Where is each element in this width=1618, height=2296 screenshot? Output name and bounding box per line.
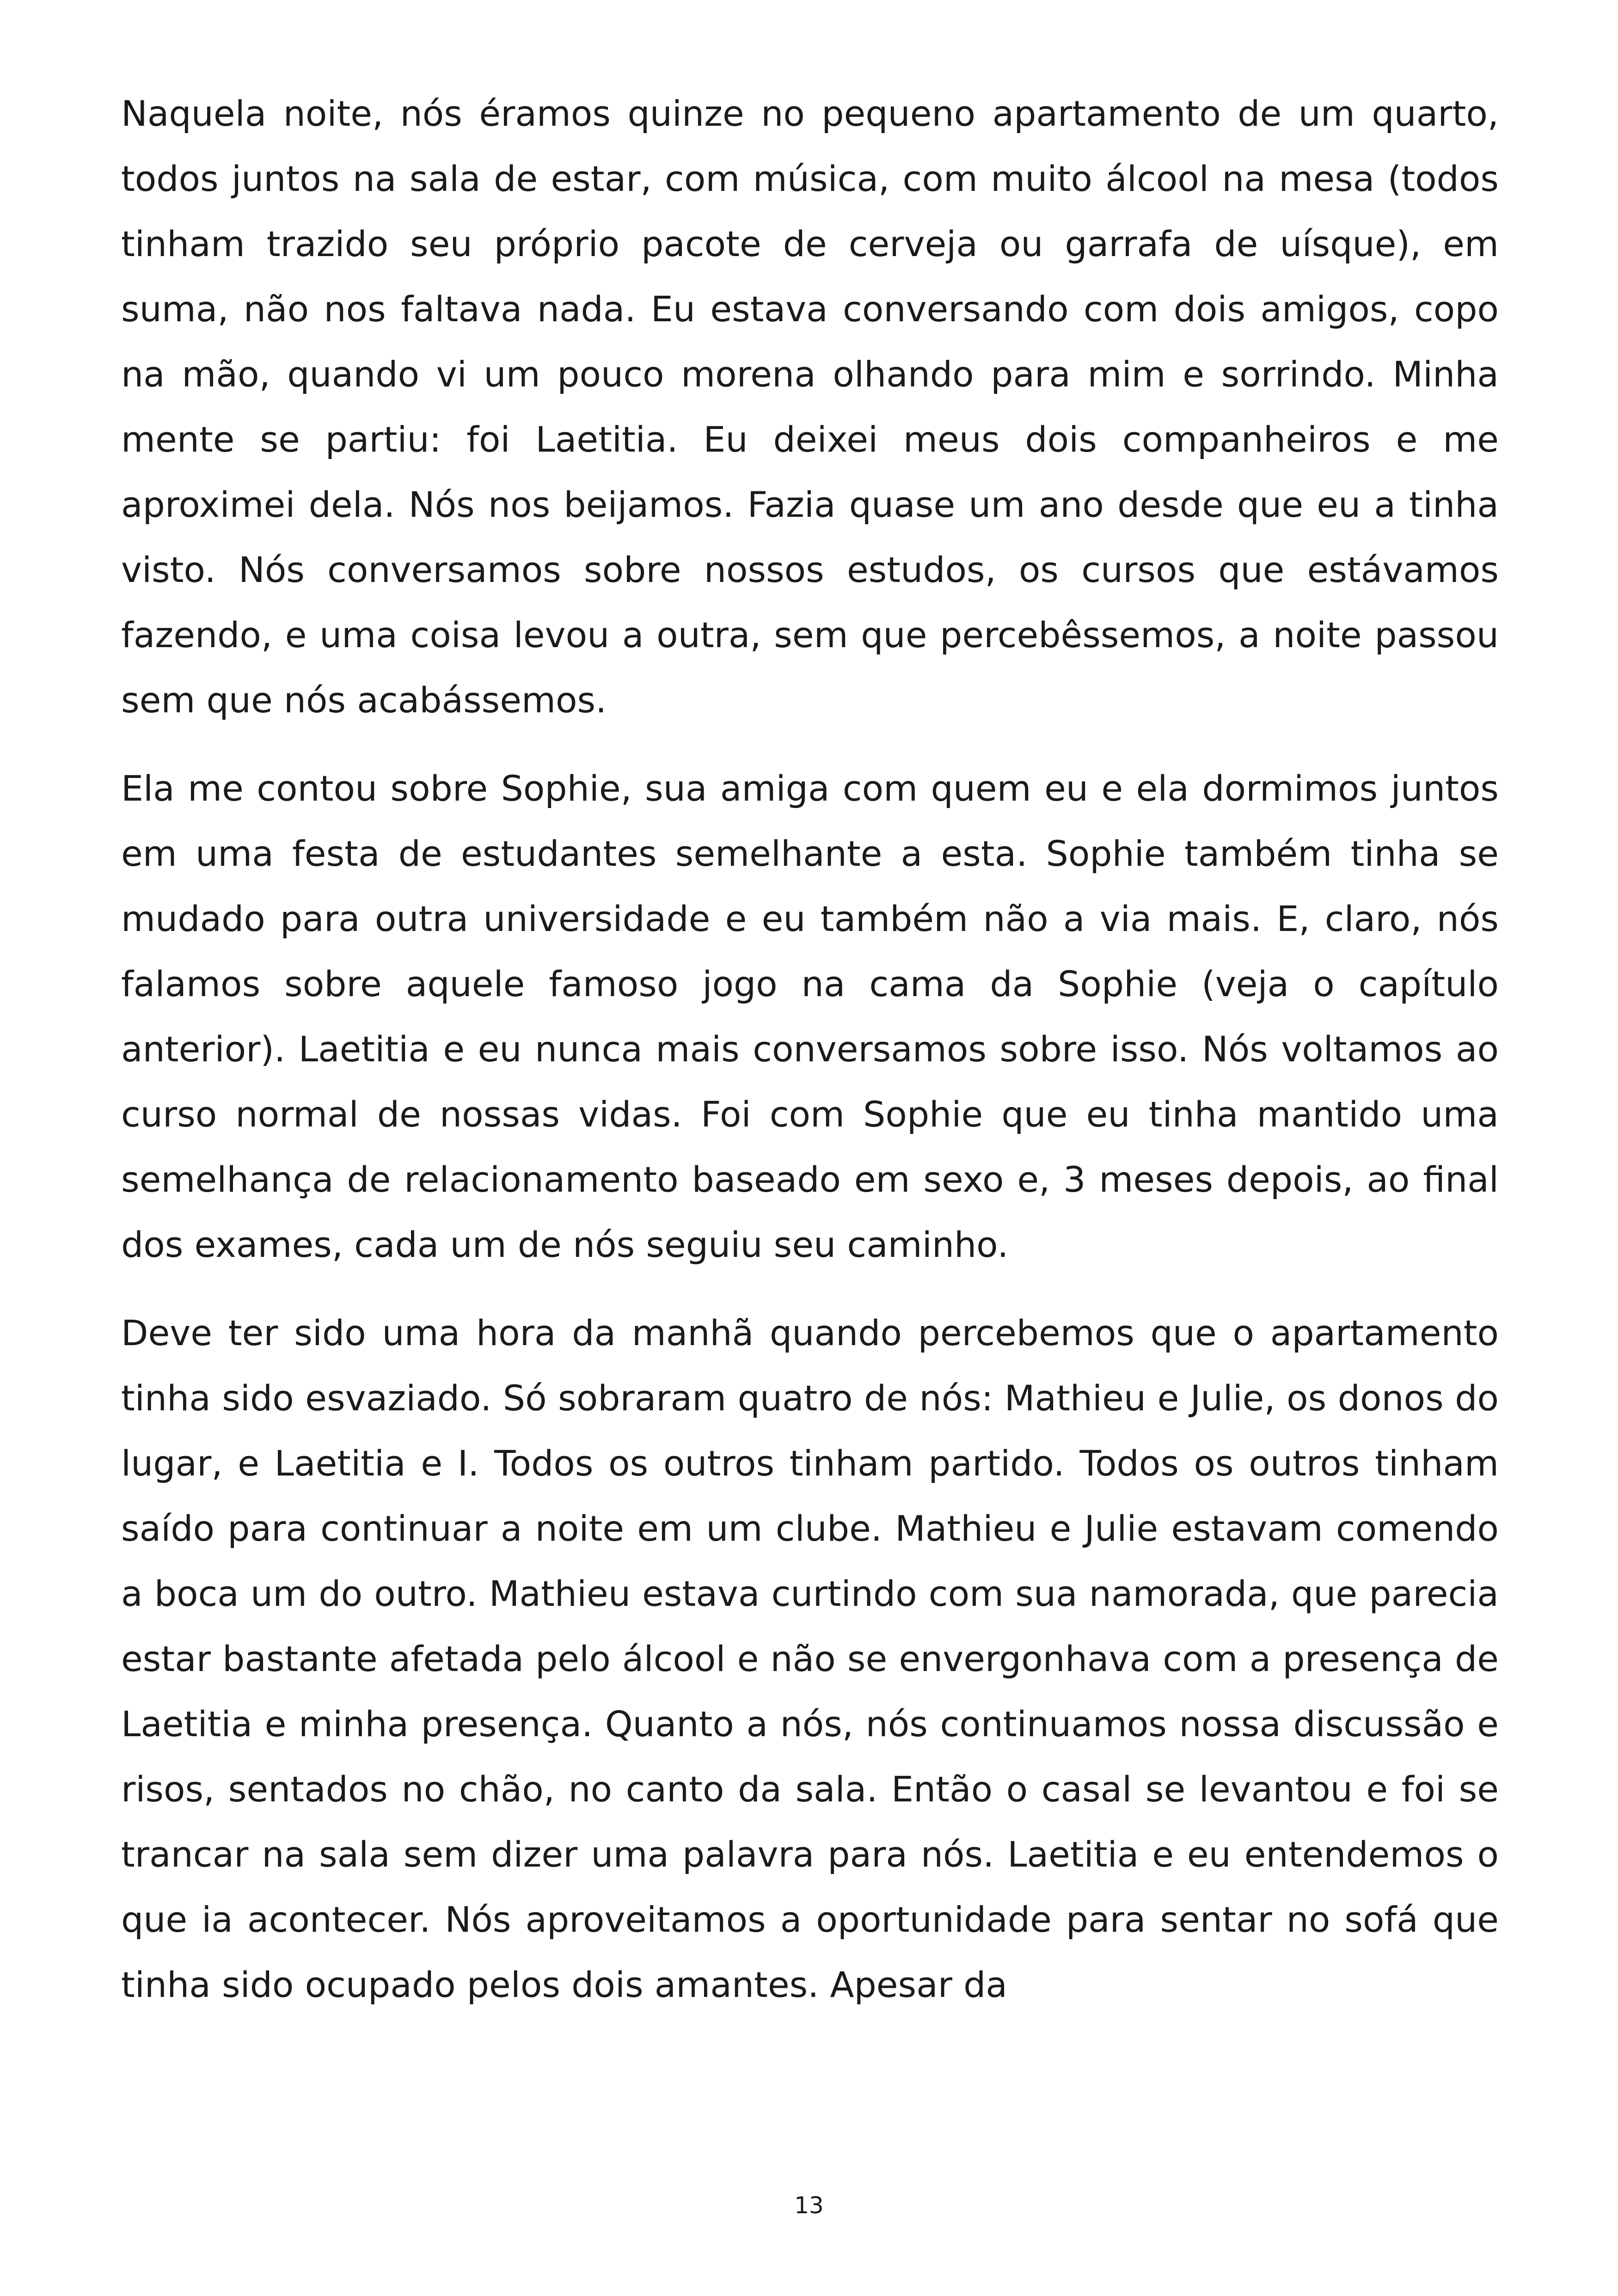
paragraph-1: Naquela noite, nós éramos quinze no pequeno apartamento de um quarto, todos juntos na sala de estar, com música, com muito álcool na mesa (todos tinham trazido seu próprio pacote de cerveja ou garrafa de uísque), em suma, não nos faltava nada. Eu estava conversando com dois amigos, copo na mão, quando vi um pouco morena olhando para mim e sorrindo. Minha mente se partiu: foi Laetitia. Eu deixei meus dois companheiros e me aproximei dela. Nós nos beijamos. Fazia quase um ano desde que eu a tinha visto. Nós conversamos sobre nossos estudos, os cursos que estávamos fazendo, e uma coisa levou a outra, sem que percebêssemos, a noite passou sem que nós acabássemos. (121, 93, 1499, 721)
paragraph-3: Deve ter sido uma hora da manhã quando percebemos que o apartamento tinha sido esvaziado. Só sobraram quatro de nós: Mathieu e Julie, os donos do lugar, e Laetitia e I. Todos os outros tinham partido. Todos os outros tinham saído para continuar a noite em um clube. Mathieu e Julie estavam comendo a boca um do outro. Mathieu estava curtindo com sua namorada, que parecia estar bastante afetada pelo álcool e não se envergonhava com a presença de Laetitia e minha presença. Quanto a nós, nós continuamos nossa discussão e risos, sentados no chão, no canto da sala. Então o casal se levantou e foi se trancar na sala sem dizer uma palavra para nós. Laetitia e eu entendemos o que ia acontecer. Nós aproveitamos a oportunidade para sentar no sofá que tinha sido ocupado pelos dois amantes. Apesar da (121, 1312, 1499, 2005)
page-number: 13 (794, 2192, 824, 2219)
body-text (121, 81, 1499, 2040)
paragraph-2: Ela me contou sobre Sophie, sua amiga com quem eu e ela dormimos juntos em uma festa de estudantes semelhante a esta. Sophie também tinha se mudado para outra universidade e eu também não a via mais. E, claro, nós falamos sobre aquele famoso jogo na cama da Sophie (veja o capítulo anterior). Laetitia e eu nunca mais conversamos sobre isso. Nós voltamos ao curso normal de nossas vidas. Foi com Sophie que eu tinha mantido uma semelhança de relacionamento baseado em sexo e, 3 meses depois, ao final dos exames, cada um de nós seguiu seu caminho. (121, 768, 1499, 1265)
